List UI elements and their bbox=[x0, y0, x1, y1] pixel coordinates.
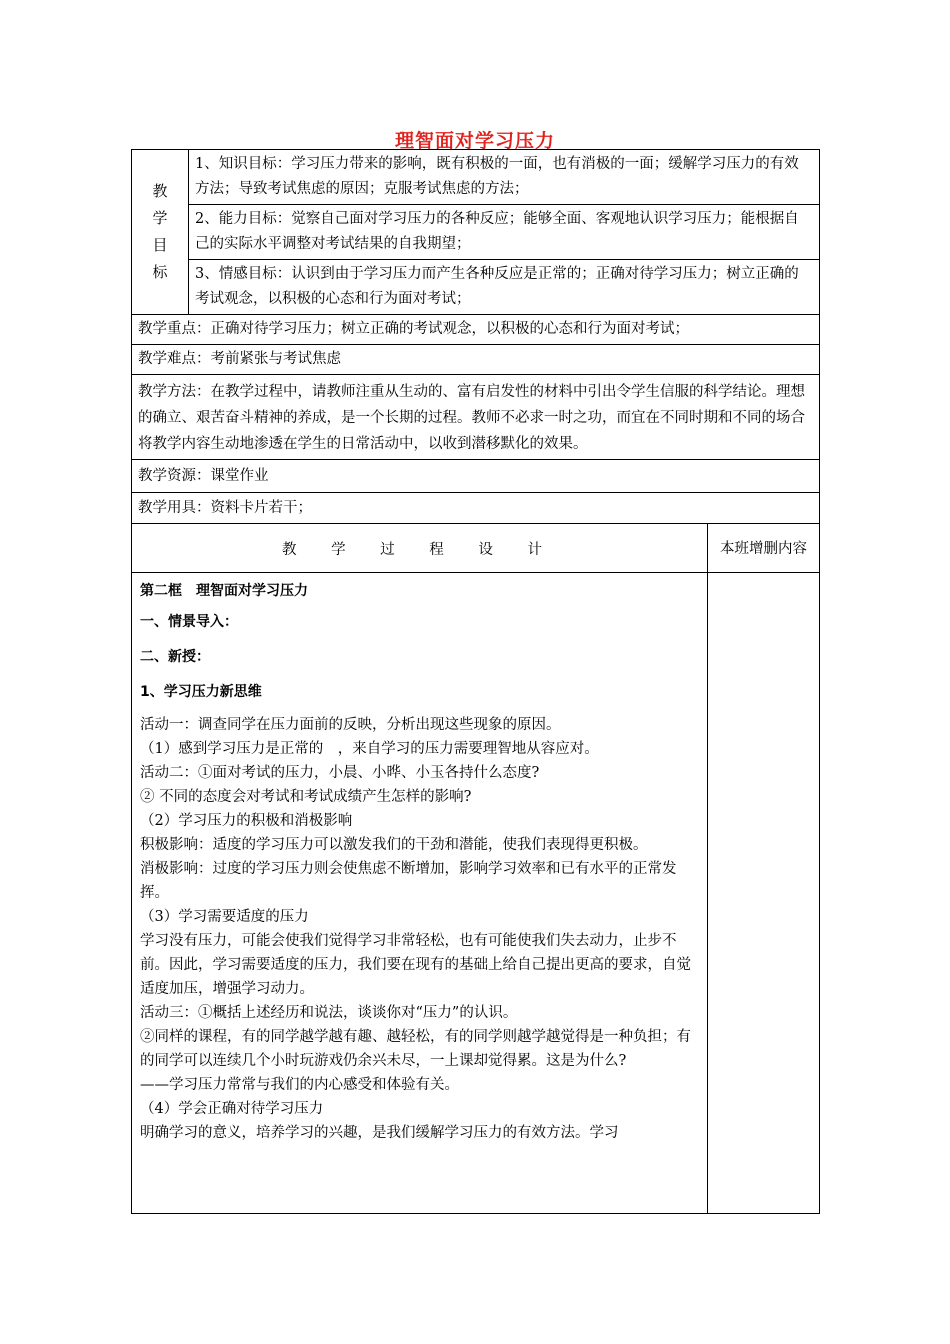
emotion-objective: 3、情感目标：认识到由于学习压力而产生各种反应是正常的；正确对待学习压力；树立正确的考试观念，以积极的心态和行为面对考试； bbox=[195, 266, 799, 307]
objectives-label-char: 学 bbox=[152, 209, 168, 227]
difficulty: 教学难点：考前紧张与考试焦虑 bbox=[132, 345, 820, 375]
objectives-label-char: 标 bbox=[152, 263, 168, 281]
objectives-label-char: 目 bbox=[152, 236, 168, 254]
key-point-row bbox=[132, 315, 820, 345]
tools-row bbox=[132, 493, 820, 524]
side-notes-cell bbox=[708, 573, 820, 1214]
ability-objective: 2、能力目标：觉察自己面对学习压力的各种反应；能够全面、客观地认识学习压力；能根据自己的实际水平调整对考试结果的自我期望； bbox=[195, 211, 799, 252]
teaching-tools: 教学用具：资料卡片若干； bbox=[132, 493, 820, 524]
content-line: 活动二：①面对考试的压力，小晨、小晔、小玉各持什么态度? bbox=[140, 765, 540, 781]
process-header-row bbox=[132, 524, 820, 573]
lesson-plan-table bbox=[131, 149, 820, 1214]
content-line: 明确学习的意义，培养学习的兴趣，是我们缓解学习压力的有效方法。学习 bbox=[140, 1125, 619, 1141]
objectives-label-char: 教 bbox=[152, 182, 168, 200]
content-line: ②同样的课程，有的同学越学越有趣、越轻松，有的同学则越学越觉得是一种负担；有的同学可以连续几个小时玩游戏仍余兴未尽，一上课却觉得累。这是为什么? bbox=[140, 1029, 691, 1069]
knowledge-objective: 1、知识目标：学习压力带来的影响，既有积极的一面，也有消极的一面；缓解学习压力的有效方法；导致考试焦虑的原因；克服考试焦虑的方法； bbox=[195, 156, 799, 197]
content-line: 活动三：①概括上述经历和说法，谈谈你对“压力”的认识。 bbox=[140, 1005, 518, 1021]
content-line: （3）学习需要适度的压力 bbox=[140, 909, 309, 925]
page-title: 理智面对学习压力 bbox=[394, 130, 555, 152]
content-line: （2）学习压力的积极和消极影响 bbox=[140, 813, 353, 829]
key-point: 教学重点：正确对待学习压力；树立正确的考试观念，以积极的心态和行为面对考试； bbox=[132, 315, 820, 345]
objectives-row bbox=[132, 150, 820, 315]
objectives-cell bbox=[189, 150, 820, 315]
side-header: 本班增删内容 bbox=[708, 524, 820, 573]
content-line: （4）学会正确对待学习压力 bbox=[140, 1101, 324, 1117]
content-line: ——学习压力常常与我们的内心感受和体验有关。 bbox=[140, 1077, 459, 1093]
difficulty-row bbox=[132, 345, 820, 375]
subsection-heading: 1、学习压力新思维 bbox=[140, 684, 262, 700]
new-lesson-heading: 二、新授： bbox=[140, 649, 210, 665]
content-line: ② 不同的态度会对考试和考试成绩产生怎样的影响? bbox=[140, 789, 472, 805]
resources-row bbox=[132, 460, 820, 493]
process-header: 教 学 过 程 设 计 bbox=[132, 524, 708, 573]
process-content-row bbox=[132, 573, 820, 1214]
section-heading: 第二框 理智面对学习压力 bbox=[140, 583, 308, 599]
content-line: 学习没有压力，可能会使我们觉得学习非常轻松，也有可能使我们失去动力，止步不前。因此，学习需要适度的压力，我们要在现有的基础上给自己提出更高的要求，自觉适度加压，增强学习动力。 bbox=[140, 933, 691, 997]
scene-intro-heading: 一、情景导入： bbox=[140, 614, 238, 630]
content-line: 积极影响：适度的学习压力可以激发我们的干劲和潜能，使我们表现得更积极。 bbox=[140, 837, 648, 853]
content-line: 消极影响：过度的学习压力则会使焦虑不断增加，影响学习效率和已有水平的正常发挥。 bbox=[140, 861, 677, 901]
objectives-label bbox=[132, 150, 189, 315]
content-line: （1）感到学习压力是正常的 ，来自学习的压力需要理智地从容应对。 bbox=[140, 741, 599, 757]
content-line: 活动一：调查同学在压力面前的反映，分析出现这些现象的原因。 bbox=[140, 717, 561, 733]
process-content bbox=[132, 573, 708, 1214]
method-row bbox=[132, 375, 820, 460]
teaching-method: 教学方法：在教学过程中，请教师注重从生动的、富有启发性的材料中引出令学生信服的科学结论。理想的确立、艰苦奋斗精神的养成，是一个长期的过程。教师不必求一时之功，而宜在不同时期和不同的场合将教学内容生动地渗透在学生的日常活动中，以收到潜移默化的效果。 bbox=[132, 375, 820, 460]
teaching-resources: 教学资源：课堂作业 bbox=[132, 460, 820, 493]
